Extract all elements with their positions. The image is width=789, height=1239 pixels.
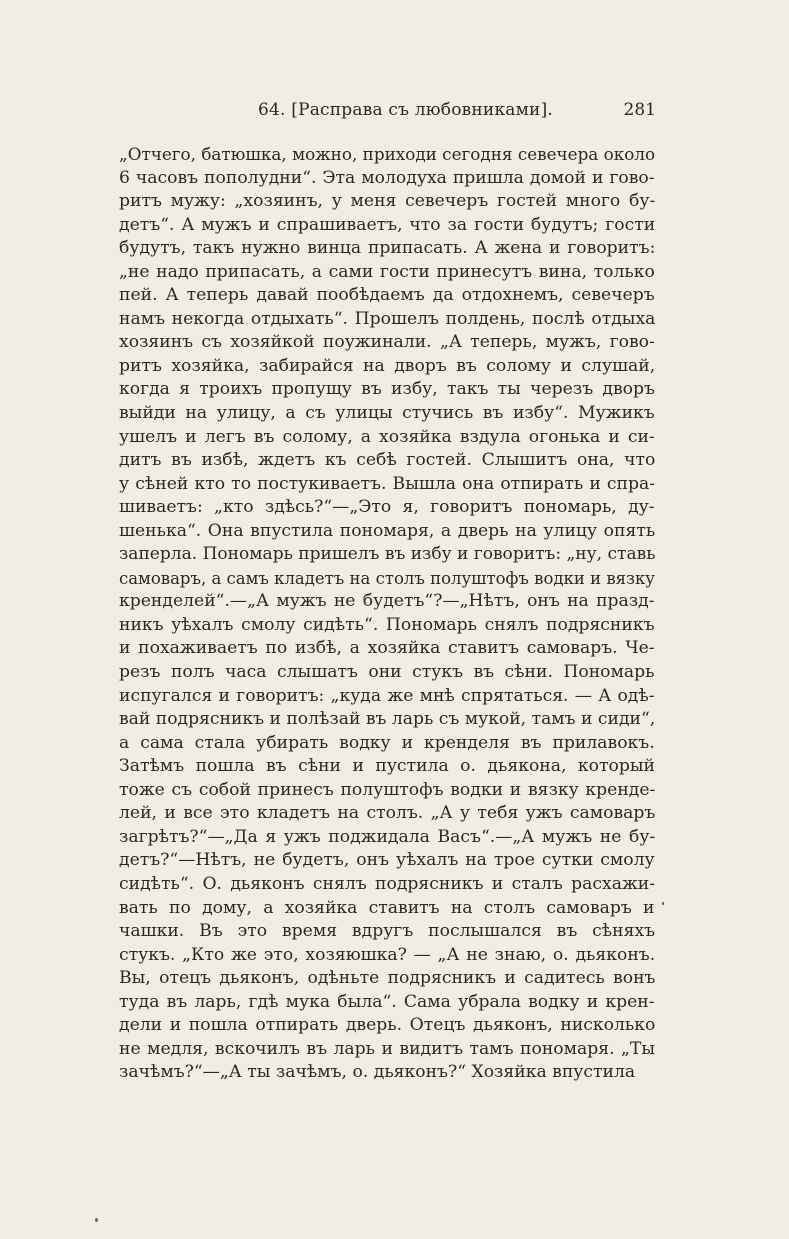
text-line: туда въ ларь, гдѣ мука была“. Сама убрала водку и крен- (119, 991, 655, 1012)
text-line: Затѣмъ пошла въ сѣни и пустила о. дьякона, который (119, 756, 655, 777)
page-number: 281 (623, 100, 656, 120)
text-line: вать по дому, а хозяйка ставитъ на столъ самоваръ и (119, 897, 655, 918)
text-line: дели и пошла отпирать дверь. Отецъ дьяконъ, нисколько (119, 1015, 655, 1036)
text-line: тоже съ собой принесъ полуштофъ водки и вязку кренде- (119, 779, 655, 800)
text-line: зачѣмъ?“—„А ты зачѣмъ, о. дьяконъ?“ Хозяйка впустила (119, 1062, 636, 1083)
text-line: заперла. Пономарь пришелъ въ избу и говоритъ: „ну, ставь (119, 544, 655, 565)
text-line: и похаживаетъ по избѣ, а хозяйка ставитъ самоваръ. Че- (119, 638, 655, 659)
text-line: не медля, вскочилъ въ ларь и видитъ тамъ пономаря. „Ты (119, 1038, 655, 1059)
ink-speck (662, 902, 664, 905)
text-line: испугался и говоритъ: „куда же мнѣ спрятаться. — А одѣ- (119, 685, 655, 706)
text-line: загрѣтъ?“—„Да я ужъ поджидала Васъ“.—„А мужъ не бу- (119, 826, 655, 847)
text-line: пей. А теперь давай пообѣдаемъ да отдохнемъ, севечеръ (119, 285, 655, 306)
text-line: ритъ мужу: „хозяинъ, у меня севечеръ гостей много бу- (119, 191, 655, 212)
text-line: будутъ, такъ нужно винца припасать. А жена и говоритъ: (119, 238, 655, 259)
text-line: чашки. Въ это время вдругъ послышался въ сѣняхъ (119, 921, 655, 942)
text-line: шиваетъ: „кто здѣсь?“—„Это я, говоритъ пономарь, ду- (119, 497, 655, 518)
text-line: когда я троихъ пропущу въ избу, такъ ты черезъ дворъ (119, 379, 655, 400)
text-line: ушелъ и легъ въ солому, а хозяйка вздула огонька и си- (119, 426, 655, 447)
text-line: а сама стала убирать водку и кренделя въ прилавокъ. (119, 732, 655, 753)
text-line: детъ?“—Нѣтъ, не будетъ, онъ уѣхалъ на трое сутки смолу (119, 850, 655, 871)
text-line: „не надо припасать, а сами гости принесутъ вина, только (119, 261, 655, 282)
text-line: стукъ. „Кто же это, хозяюшка? — „А не знаю, о. дьяконъ. (119, 944, 655, 965)
text-line: кренделей“.—„А мужъ не будетъ“?—„Нѣтъ, онъ на празд- (119, 591, 655, 612)
text-line: намъ некогда отдыхать“. Прошелъ полдень, послѣ отдыха (119, 308, 655, 329)
running-title: 64. [Расправа съ любовниками]. (258, 100, 554, 120)
text-line: хозяинъ съ хозяйкой поужинали. „А теперь, мужъ, гово- (119, 332, 655, 353)
text-line: детъ“. А мужъ и спрашиваетъ, что за гости будутъ; гости (119, 214, 655, 235)
text-line: вай подрясникъ и полѣзай въ ларь съ мукой, тамъ и сиди“, (119, 709, 655, 730)
text-line: у сѣней кто то постукиваетъ. Вышла она отпирать и спра- (119, 473, 655, 494)
text-line: никъ уѣхалъ смолу сидѣть“. Пономарь снялъ подрясникъ (119, 614, 655, 635)
text-line: Вы, отецъ дьяконъ, одѣньте подрясникъ и садитесь вонъ (119, 968, 655, 989)
text-line: лей, и все это кладетъ на столъ. „А у тебя ужъ самоваръ (119, 803, 655, 824)
text-line: резъ полъ часа слышатъ они стукъ въ сѣни. Пономарь (119, 662, 655, 683)
text-line: 6 часовъ пополудни“. Эта молодуха пришла домой и гово- (119, 167, 655, 188)
body-text (119, 143, 655, 1085)
text-line: шенька“. Она впустила пономаря, а дверь на улицу опять (119, 520, 655, 541)
page-header (140, 100, 660, 130)
text-line: сидѣть“. О. дьяконъ снялъ подрясникъ и сталъ расхажи- (119, 873, 655, 894)
text-line: самоваръ, а самъ кладетъ на столъ полуштофъ водки и вязку (119, 568, 655, 588)
ink-speck (95, 1218, 98, 1222)
text-line: ритъ хозяйка, забирайся на дворъ въ солому и слушай, (119, 355, 655, 376)
text-line: выйди на улицу, а съ улицы стучись въ избу“. Мужикъ (119, 403, 655, 424)
text-line: дитъ въ избѣ, ждетъ къ себѣ гостей. Слышитъ она, что (119, 450, 655, 471)
text-line: „Отчего, батюшка, можно, приходи сегодня севечера около (119, 144, 655, 164)
